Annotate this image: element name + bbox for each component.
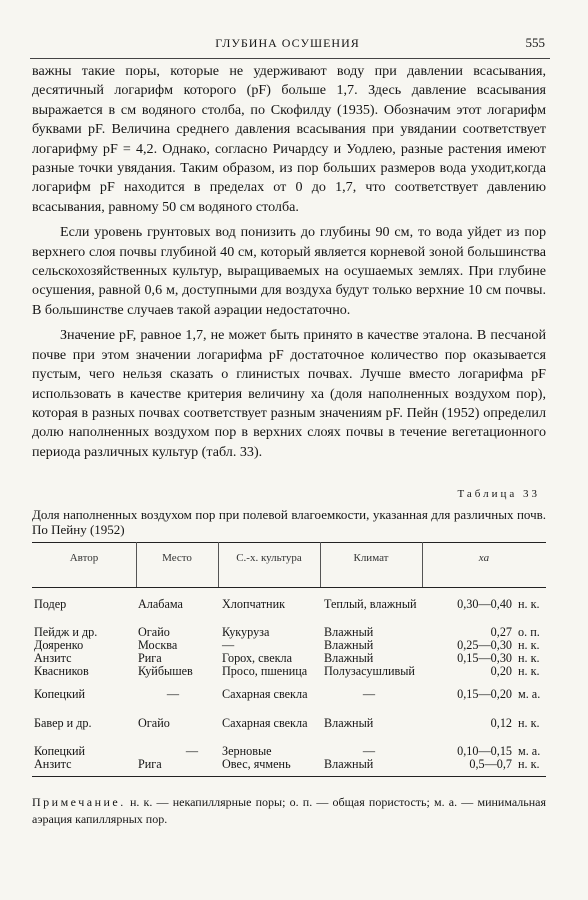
- cell-climate: —: [362, 687, 376, 701]
- cell-climate: Полузасушливый: [324, 664, 415, 678]
- table-header-rule: [32, 587, 546, 588]
- paragraph-1: важны такие поры, которые не удерживают воду при давлении всасывания, десятичный логарифм которого (pF) больше 1,7. Здесь давление всасывания выражается в см водяного столба, по Скофилду (1935). Обозначим этот логарифм буквами pF. Величина среднего давления всасывания при увядании соответствует логарифму pF = 4,2. Однако, согласно Ричардсу и Уодлею, разные растения имеют разные точки увядания. Таким образом, из пор больших размеров вода уходит,когда логарифм pF находится в пределах от 0 до 1,7, что соответствует давлению всасывания, равному 50 см водяного столба.: [32, 63, 546, 215]
- cell-xa: 0,15—0,30: [457, 651, 512, 665]
- cell-place: Москва: [138, 638, 178, 652]
- cell-crop: Хлопчатник: [222, 597, 286, 611]
- cell-crop: Кукуруза: [222, 625, 270, 639]
- cell-crop: Горох, свекла: [222, 651, 293, 665]
- table-footnote: [32, 794, 546, 828]
- table-bottom-rule: [32, 776, 546, 777]
- cell-author: Дояренко: [34, 638, 84, 652]
- cell-crop: Сахарная свекла: [222, 687, 308, 701]
- cell-crop: Овес, ячмень: [222, 757, 291, 771]
- cell-climate: —: [362, 744, 376, 758]
- cell-note: н. к.: [518, 638, 540, 652]
- cell-author: Подер: [34, 597, 67, 611]
- footnote-text: н. к. — некапиллярные поры; о. п. — общая пористость; м. а. — минимальная аэрация капиллярных пор.: [32, 795, 547, 826]
- cell-note: о. п.: [518, 625, 540, 639]
- cell-xa: 0,20: [490, 664, 512, 678]
- page-number: 555: [525, 35, 545, 50]
- cell-climate: Теплый, влажный: [324, 597, 417, 611]
- header-xa: xa: [478, 552, 490, 564]
- cell-note: н. к.: [518, 716, 540, 730]
- cell-crop: —: [222, 638, 235, 652]
- header-climate: Климат: [353, 552, 389, 564]
- cell-xa: 0,25—0,30: [457, 638, 512, 652]
- paragraph-3: Значение pF, равное 1,7, не может быть принято в качестве эталона. В песчаной почве при этом значении логарифма pF достаточное количество пор оказывается пустым, чего нельзя сказать о глинистых почвах. Лучше вместо логарифма pF использовать в качестве критерия величину xa (доля наполненных воздухом пор), которая в разных почвах соответствует разным значениям pF. Пейн (1952) определил долю наполненных воздухом пор в верхних слоях почвы в течение вегетационного периода различных культур (табл. 33).: [32, 327, 546, 460]
- cell-place: Огайо: [138, 716, 170, 730]
- cell-note: н. к.: [518, 664, 540, 678]
- footnote-label: Примечание.: [32, 795, 126, 809]
- cell-author: Бавер и др.: [34, 716, 92, 730]
- cell-xa: 0,5—0,7: [469, 757, 512, 771]
- cell-note: н. к.: [518, 651, 540, 665]
- cell-climate: Влажный: [324, 625, 374, 639]
- cell-climate: Влажный: [324, 638, 374, 652]
- cell-xa: 0,30—0,40: [457, 597, 512, 611]
- cell-author: Квасников: [34, 664, 89, 678]
- cell-place: Рига: [138, 757, 162, 771]
- header-crop: С.-х. культура: [236, 552, 302, 564]
- cell-note: м. а.: [518, 687, 541, 701]
- cell-xa: 0,10—0,15: [457, 744, 512, 758]
- cell-xa: 0,12: [490, 716, 512, 730]
- cell-crop: Сахарная свекла: [222, 716, 308, 730]
- cell-place: Алабама: [138, 597, 183, 611]
- cell-place: Куйбышев: [138, 664, 193, 678]
- column-divider: [136, 542, 137, 587]
- cell-place: Рига: [138, 651, 162, 665]
- cell-author: Анзитс: [34, 651, 72, 665]
- header-author: Автор: [69, 552, 99, 564]
- cell-place: —: [185, 744, 198, 758]
- paragraph-2: Если уровень грунтовых вод понизить до глубины 90 см, то вода уйдет из пор верхнего слоя почвы глубиной 40 см, который является корневой зоной большинства сельскохозяйственных культур, выращиваемых на осушаемых землях. При глубине осушения, равной 0,6 м, доступными для воздуха будут только верхние 10 см почвы. В большинстве случаев такой аэрации недостаточно.: [32, 224, 546, 318]
- cell-place: —: [166, 687, 180, 701]
- cell-crop: Зерновые: [222, 744, 272, 758]
- column-divider: [218, 542, 219, 587]
- cell-climate: Влажный: [324, 757, 374, 771]
- body-text: [32, 62, 546, 468]
- column-divider: [320, 542, 321, 587]
- cell-note: н. к.: [518, 757, 540, 771]
- cell-author: Копецкий: [34, 744, 86, 758]
- header-rule: [30, 58, 550, 59]
- column-divider: [422, 542, 423, 587]
- cell-climate: Влажный: [324, 716, 374, 730]
- cell-author: Пейдж и др.: [34, 625, 98, 639]
- cell-climate: Влажный: [324, 651, 374, 665]
- table-top-rule: [32, 542, 546, 543]
- cell-xa: 0,27: [490, 625, 512, 639]
- table-label: Таблица 33: [457, 488, 540, 500]
- cell-note: м. а.: [518, 744, 541, 758]
- cell-author: Копецкий: [34, 687, 86, 701]
- cell-author: Анзитс: [34, 757, 72, 771]
- header-place: Место: [162, 552, 192, 564]
- cell-note: н. к.: [518, 597, 540, 611]
- running-title: ГЛУБИНА ОСУШЕНИЯ: [215, 36, 360, 50]
- cell-crop: Просо, пшеница: [222, 664, 308, 678]
- cell-place: Огайо: [138, 625, 170, 639]
- cell-xa: 0,15—0,20: [457, 687, 512, 701]
- table-title: Доля наполненных воздухом пор при полевой влагоемкости, указанная для различных почв. По Пейну (1952): [32, 507, 546, 537]
